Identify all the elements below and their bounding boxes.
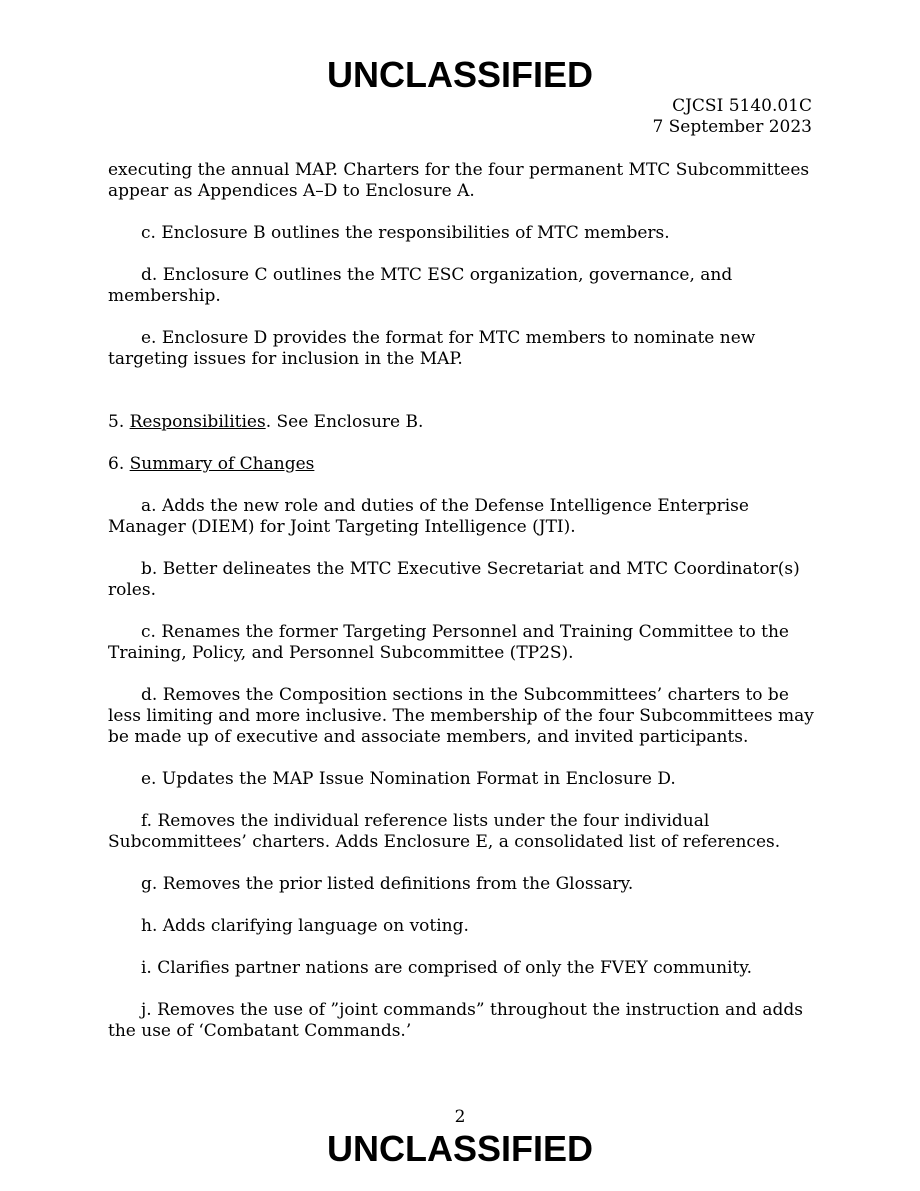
document-number: CJCSI 5140.01C (672, 96, 812, 116)
change-item: e. Updates the MAP Issue Nomination Format in Enclosure D. (141, 769, 676, 789)
section-5-text: . See Enclosure B. (265, 412, 424, 432)
section-5 (108, 412, 820, 433)
enclosure-item: d. Enclosure C outlines the MTC ESC organization, governance, and membership. (108, 265, 733, 306)
section-spacer (108, 391, 820, 412)
enclosure-item: c. Enclosure B outlines the responsibilities of MTC members. (141, 223, 670, 243)
section-5-number: 5. (108, 412, 130, 432)
section-6-number: 6. (108, 454, 130, 474)
change-item: i. Clarifies partner nations are comprised of only the FVEY community. (141, 958, 753, 978)
change-item: c. Renames the former Targeting Personnel and Training Committee to the Training, Policy, and Personnel Subcommittee (TP2S). (108, 622, 789, 663)
document-body (108, 160, 820, 1063)
change-item: j. Removes the use of ”joint commands” throughout the instruction and adds the use of ‘Combatant Commands.’ (108, 1000, 803, 1041)
classification-banner-top: UNCLASSIFIED (326, 54, 593, 95)
change-item: b. Better delineates the MTC Executive Secretariat and MTC Coordinator(s) roles. (108, 559, 800, 600)
change-item: h. Adds clarifying language on voting. (141, 916, 469, 936)
change-item: g. Removes the prior listed definitions from the Glossary. (141, 874, 634, 894)
intro-paragraph: executing the annual MAP. Charters for the four permanent MTC Subcommittees appear as Appendices A–D to Enclosure A. (108, 160, 810, 201)
classification-banner-bottom: UNCLASSIFIED (326, 1128, 593, 1169)
section-6-heading: Summary of Changes (129, 454, 315, 474)
document-header (652, 96, 812, 138)
document-date: 7 September 2023 (652, 117, 812, 137)
section-6 (108, 454, 820, 475)
change-item: d. Removes the Composition sections in the Subcommittees’ charters to be less limiting and more inclusive. The membership of the four Subcommittees may be made up of executive and associate members, and invited participants. (108, 685, 814, 747)
page-number: 2 (454, 1107, 466, 1127)
enclosure-item: e. Enclosure D provides the format for MTC members to nominate new targeting issues for inclusion in the MAP. (108, 328, 756, 369)
change-item: a. Adds the new role and duties of the Defense Intelligence Enterprise Manager (DIEM) for Joint Targeting Intelligence (JTI). (108, 496, 749, 537)
section-5-heading: Responsibilities (129, 412, 266, 432)
change-item: f. Removes the individual reference lists under the four individual Subcommittees’ charters. Adds Enclosure E, a consolidated list of references. (108, 811, 781, 852)
